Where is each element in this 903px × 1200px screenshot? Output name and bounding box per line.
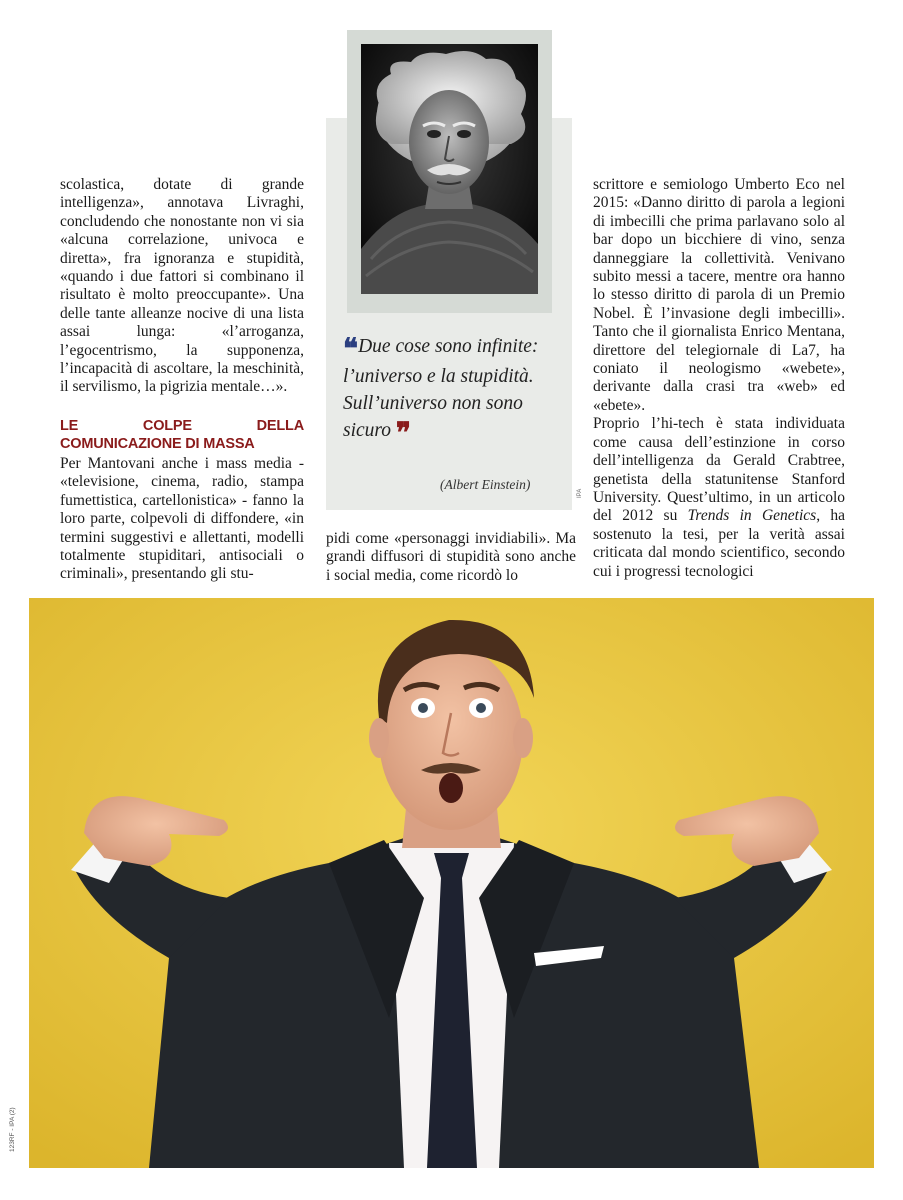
photo-credit: 123RF - IPA (2) [9, 1107, 16, 1152]
body-paragraph: scrittore e semiologo Umberto Eco nel 2015: «Danno diritto di parola a legioni di imbecilli che prima parlavano solo al bar dopo un bicchiere di vino, senza danneggiare la collettività. Venivano subito messi a tacere, mentre ora hanno lo stesso diritto di parola di un Premio Nobel. È l’invasione degli imbecilli». Tanto che il giornalista Enrico Mentana, direttore del telegiornale di La7, ha coniato il neologismo «webete», derivante dalla crasi tra «web» ed «ebete». [593, 176, 845, 414]
portrait-frame [347, 30, 552, 313]
pull-quote [343, 333, 568, 447]
journal-title: Trends in Genetics [687, 507, 817, 525]
body-paragraph: scolastica, dotate di grande intelligenza», annotava Livraghi, concludendo che nonostante non vi sia «alcuna correlazione, univoca e diretta», fra ignoranza e stupidità, «quando i due fattori si combinano il risultato è molto preoccupante». Una delle tante alleanze nocive di una lista assai lunga: «l’arroganza, l’egocentrismo, la supponenza, l’incapacità di ascoltare, la meschinità, il servilismo, la pigrizia mentale…». [60, 176, 304, 396]
section-heading: LE COLPE DELLA COMUNICAZIONE DI MASSA [60, 417, 304, 452]
body-text: Proprio l’hi-tech è stata individuata come causa dell’estinzione in corso dell’intelligenza da Gerald Crabtree, genetista della statunitense Stanford University. Quest’ultimo, in un articolo del 2012 su [593, 415, 845, 525]
einstein-portrait [361, 44, 538, 294]
right-column [593, 176, 845, 581]
middle-column [326, 530, 576, 585]
left-column [60, 176, 304, 584]
open-quote-icon: ❝ [343, 334, 359, 365]
body-paragraph: pidi come «personaggi invidiabili». Ma grandi diffusori di stupidità sono anche i social media, come ricordò lo [326, 530, 576, 584]
body-paragraph [593, 415, 845, 581]
quote-text: Due cose sono infinite: l’universo e la stupidità. Sull’universo non sono sicuro [343, 336, 539, 441]
close-quote-icon: ❞ [395, 418, 411, 449]
body-paragraph: Per Mantovani anche i mass media - «televisione, cinema, radio, stampa fumettistica, cartellonistica» - fanno la loro parte, colpevoli di diffondere, «in termini suggestivi e allettanti, modelli totalmente stupiditari, antisociali o criminali», presentando gli stu- [60, 454, 304, 583]
photo-credit: IPA [577, 488, 583, 498]
man-illustration [29, 598, 874, 1168]
surprised-man-photo [29, 598, 874, 1168]
body-text: , ha sostenuto la tesi, per la verità assai criticata dal mondo scientifico, secondo cui i progressi tecnologici [593, 507, 845, 580]
quote-author: (Albert Einstein) [440, 477, 531, 492]
